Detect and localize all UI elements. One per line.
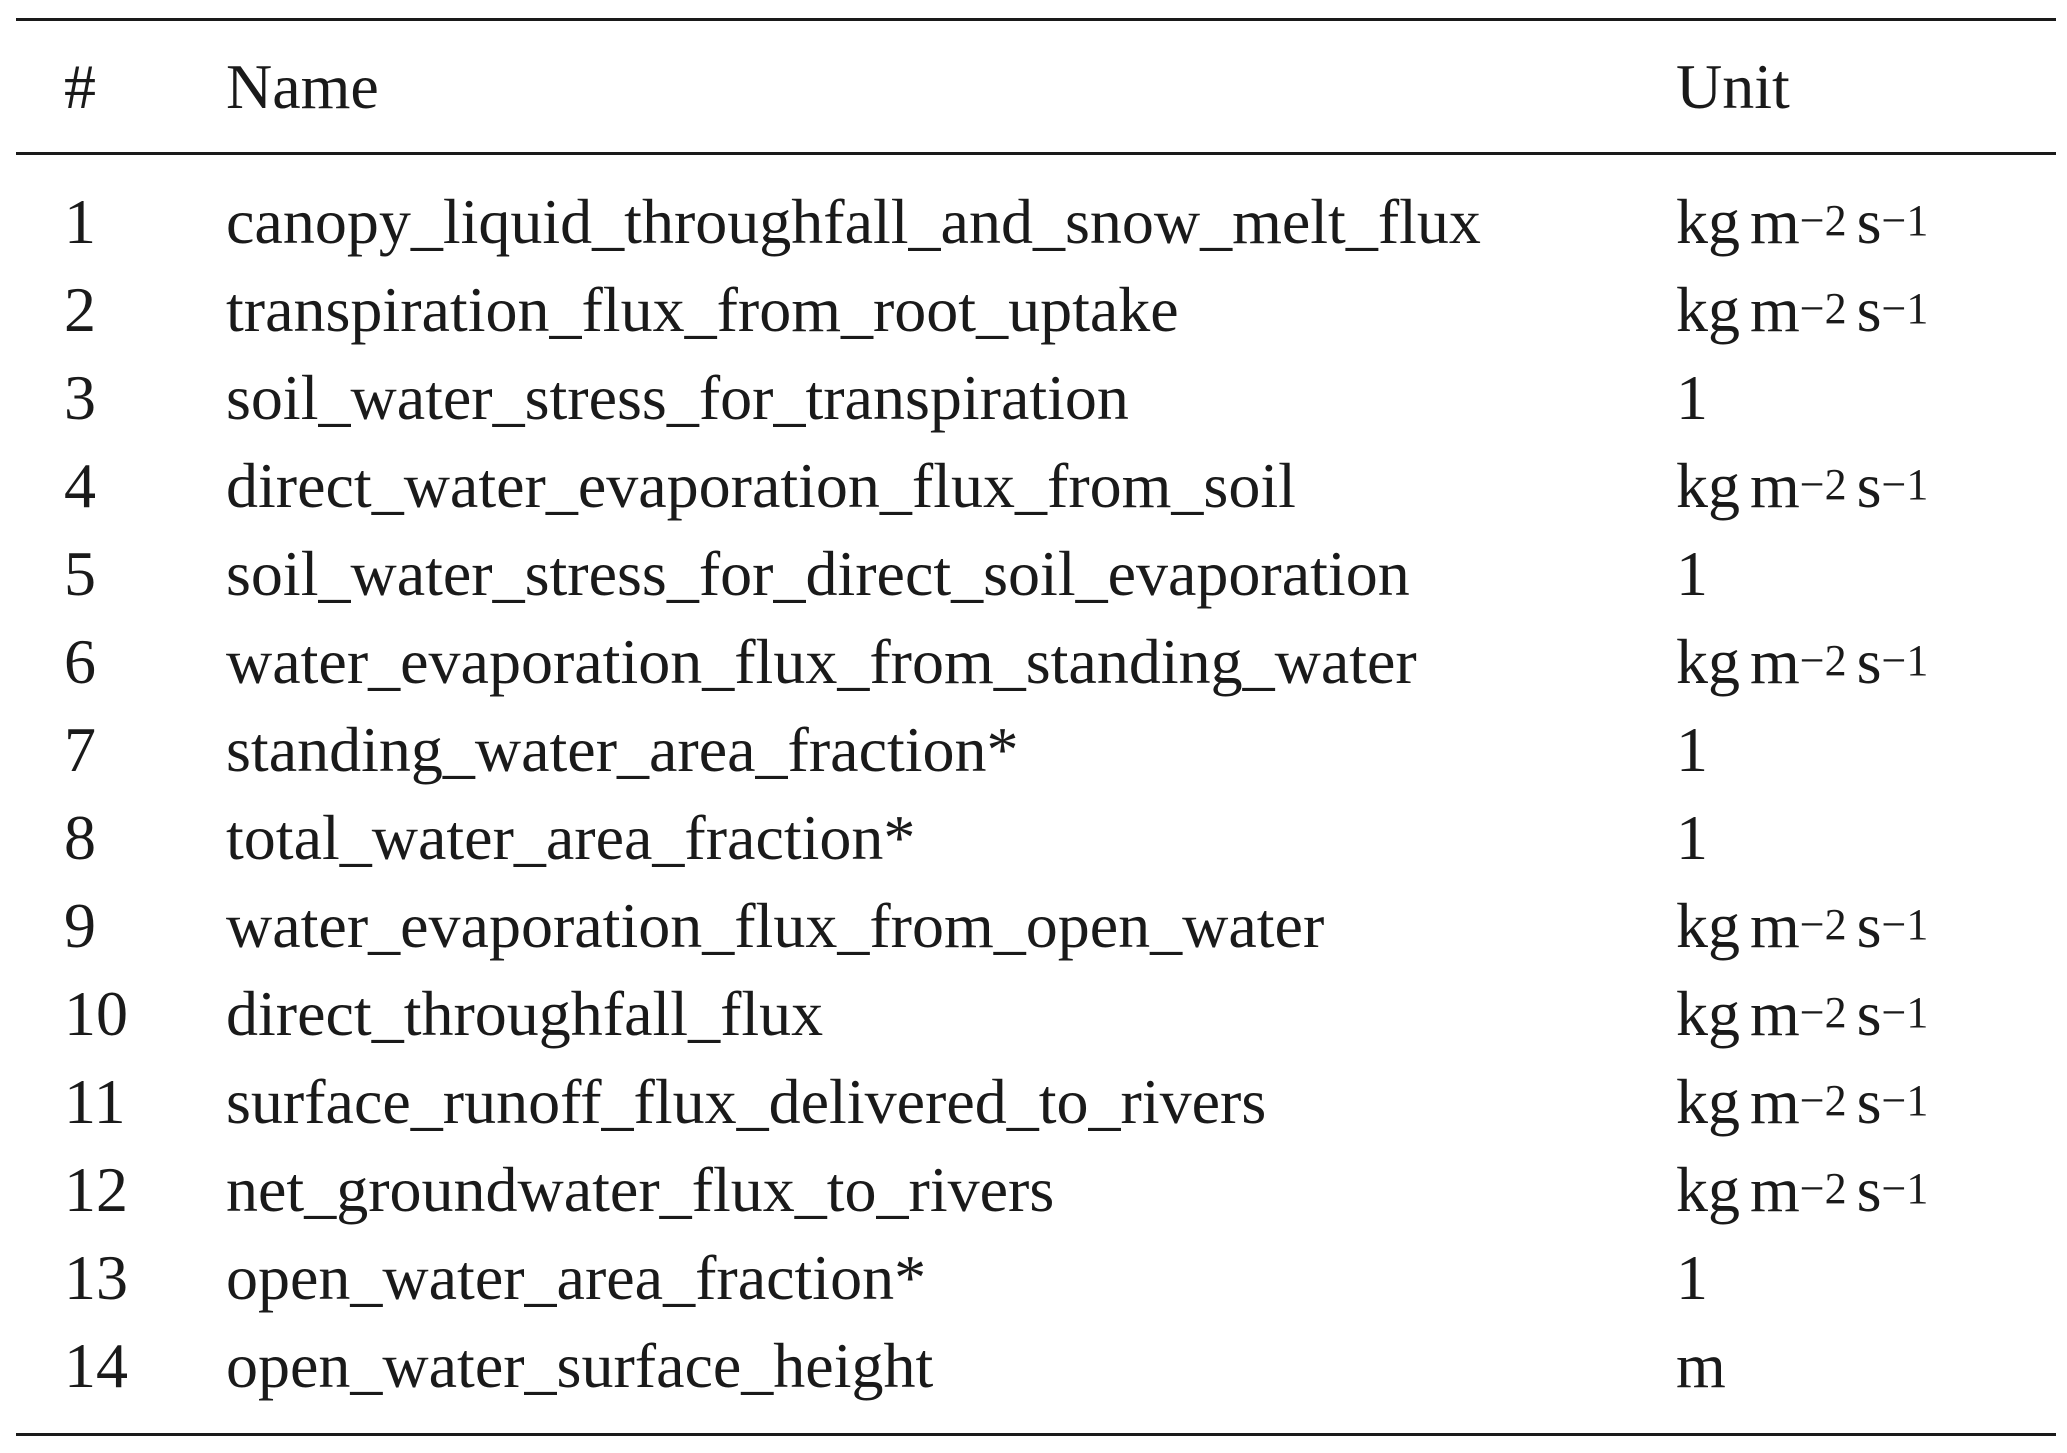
table-row: [16, 794, 2056, 882]
table-row: [16, 618, 2056, 706]
row-num: 4: [64, 450, 96, 521]
row-num: 1: [64, 186, 96, 257]
variable-unit: kg $m^{-2}$ $s^{-1}$: [1676, 274, 1929, 345]
variable-unit: 1: [1676, 714, 1708, 785]
table-row: [16, 530, 2056, 618]
row-num: 3: [64, 362, 96, 433]
row-num: 12: [64, 1154, 128, 1225]
variable-name: total_water_area_fraction*: [226, 802, 916, 873]
table-row: [16, 442, 2056, 530]
variables-table: [16, 18, 2056, 1436]
row-num: 2: [64, 274, 96, 345]
variable-unit: 1: [1676, 802, 1708, 873]
variable-name: open_water_surface_height: [226, 1330, 934, 1401]
variable-unit: kg $m^{-2}$ $s^{-1}$: [1676, 186, 1929, 257]
variable-name: open_water_area_fraction*: [226, 1242, 927, 1313]
variable-name: canopy_liquid_throughfall_and_snow_melt_flux: [226, 186, 1481, 257]
variable-unit: kg $m^{-2}$ $s^{-1}$: [1676, 978, 1929, 1049]
variable-unit: kg $m^{-2}$ $s^{-1}$: [1676, 1154, 1929, 1225]
variable-name: soil_water_stress_for_direct_soil_evaporation: [226, 538, 1410, 609]
variable-unit: kg $m^{-2}$ $s^{-1}$: [1676, 450, 1929, 521]
table-row: [16, 1234, 2056, 1322]
bottom-rule: [16, 1433, 2056, 1436]
variable-name: water_evaporation_flux_from_standing_water: [226, 626, 1417, 697]
variable-name: soil_water_stress_for_transpiration: [226, 362, 1129, 433]
variable-unit: 1: [1676, 538, 1708, 609]
variable-name: water_evaporation_flux_from_open_water: [226, 890, 1325, 961]
row-num: 13: [64, 1242, 128, 1313]
variable-name: net_groundwater_flux_to_rivers: [226, 1154, 1055, 1225]
table-row: [16, 354, 2056, 442]
row-num: 8: [64, 802, 96, 873]
variable-name: standing_water_area_fraction*: [226, 714, 1019, 785]
table-body: [16, 155, 2056, 1433]
header-num: #: [64, 51, 96, 122]
table-row: [16, 1058, 2056, 1146]
variable-name: surface_runoff_flux_delivered_to_rivers: [226, 1066, 1267, 1137]
table-row: [16, 1146, 2056, 1234]
variable-unit: 1: [1676, 1242, 1708, 1313]
variable-name: transpiration_flux_from_root_uptake: [226, 274, 1179, 345]
row-num: 9: [64, 890, 96, 961]
table-row: [16, 178, 2056, 266]
row-num: 10: [64, 978, 128, 1049]
row-num: 6: [64, 626, 96, 697]
table-row: [16, 1322, 2056, 1410]
table-row: [16, 266, 2056, 354]
table-row: [16, 970, 2056, 1058]
header-name: Name: [226, 51, 379, 122]
table-row: [16, 706, 2056, 794]
row-num: 14: [64, 1330, 128, 1401]
row-num: 11: [64, 1066, 126, 1137]
variable-name: direct_throughfall_flux: [226, 978, 824, 1049]
variable-unit: kg $m^{-2}$ $s^{-1}$: [1676, 890, 1929, 961]
variable-unit: 1: [1676, 362, 1708, 433]
row-num: 7: [64, 714, 96, 785]
table-header: [16, 21, 2056, 152]
row-num: 5: [64, 538, 96, 609]
variable-name: direct_water_evaporation_flux_from_soil: [226, 450, 1296, 521]
variable-unit: m: [1676, 1330, 1726, 1401]
variable-unit: kg $m^{-2}$ $s^{-1}$: [1676, 626, 1929, 697]
header-unit: Unit: [1676, 51, 1790, 122]
table-row: [16, 882, 2056, 970]
variable-unit: kg $m^{-2}$ $s^{-1}$: [1676, 1066, 1929, 1137]
